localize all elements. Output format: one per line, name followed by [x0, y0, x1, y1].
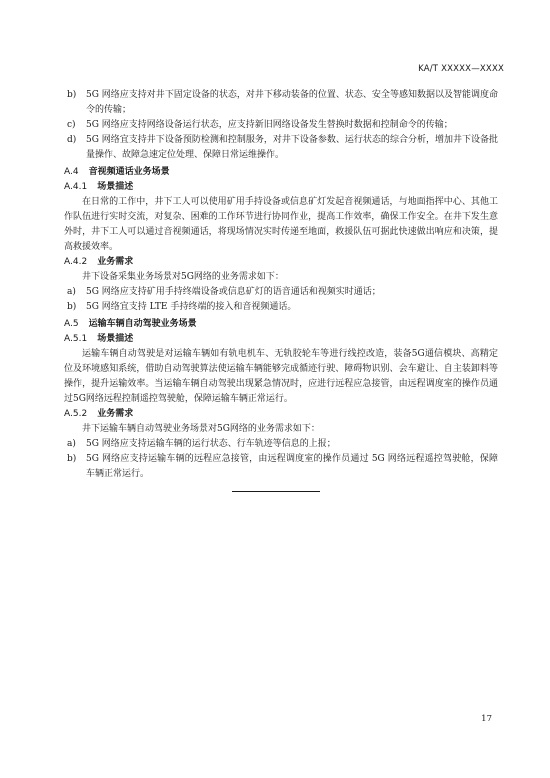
section-title: 场景描述 [97, 182, 134, 192]
list-marker: b) [67, 302, 77, 312]
subsection-heading-a52 [64, 407, 498, 422]
list-text: 5G 网络应支持矿用手持终端设备或信息矿灯的语音通话和视频实时通话； [86, 287, 381, 297]
list-marker: b) [67, 454, 77, 464]
list-item [64, 437, 498, 452]
section-number: A.5.1 [64, 334, 88, 344]
section-number: A.4.2 [64, 257, 88, 267]
list-marker: b) [67, 90, 77, 100]
section-number: A.4 [64, 167, 79, 177]
section-number: A.5.2 [64, 409, 88, 419]
list-text: 5G 网络应支持运输车辆的远程应急接管，由远程调度室的操作员通过 5G 网络远程遥控驾驶舱，保障车辆正常运行。 [86, 454, 498, 479]
list-item [64, 118, 498, 133]
paragraph: 井下设备采集业务场景对5G网络的业务需求如下： [82, 272, 284, 282]
section-number: A.4.1 [64, 182, 88, 192]
list-marker: d) [67, 135, 77, 145]
section-title: 音视频通话业务场景 [88, 167, 170, 177]
list-marker: a) [67, 287, 76, 297]
paragraph: 在日常的工作中，井下工人可以使用矿用手持设备或信息矿灯发起音视频通话，与地面指挥中心、其他工作队伍进行实时交流，对复杂、困难的工作环节进行协同作业，提高工作效率，确保工作安全。在井下发生意外时，井下工人可以通过音视频通话，将现场情况实时传递至地面，救援队伍可据此快速做出响应和决策，提高救援效率。 [64, 197, 498, 252]
list-text: 5G 网络应支持网络设备运行状态，应支持新旧网络设备发生替换时数据和控制命令的传输； [86, 120, 453, 130]
section-title: 业务需求 [97, 409, 134, 419]
list-text: 5G 网络宜支持 LTE 手持终端的接入和音视频通话。 [86, 302, 297, 312]
subsection-heading-a42 [64, 255, 498, 270]
section-number: A.5 [64, 319, 79, 329]
list-item [64, 133, 498, 163]
paragraph: 运输车辆自动驾驶是对运输车辆如有轨电机车、无轨胶轮车等进行线控改造，装备5G通信模块、高精定位及环境感知系统，借助自动驾驶算法使运输车辆能够完成循迹行驶、障碍物识别、会车避让、自主装卸料等操作，提升运输效率。当运输车辆自动驾驶出现紧急情况时，应进行远程应急接管，由远程调度室的操作员通过5G网络远程控制遥控驾驶舱，保障运输车辆正常运行。 [64, 349, 498, 404]
list-text: 5G 网络宜支持井下设备预防检测和控制服务，对井下设备参数、运行状态的综合分析，增加井下设备批量操作、故障急速定位处理、保障日常运维操作。 [86, 135, 498, 160]
end-of-document-rule [232, 491, 320, 492]
list-item [64, 285, 498, 300]
standard-code: KA/T XXXXX—XXXX [418, 64, 504, 74]
section-title: 业务需求 [97, 257, 134, 267]
list-item [64, 300, 498, 315]
list-item [64, 88, 498, 118]
page-number: 17 [481, 714, 492, 724]
list-marker: c) [67, 120, 76, 130]
section-title: 运输车辆自动驾驶业务场景 [88, 319, 197, 329]
section-heading-a4 [64, 165, 498, 180]
document-body [64, 88, 498, 482]
list-item [64, 452, 498, 482]
section-title: 场景描述 [97, 334, 134, 344]
subsection-heading-a51 [64, 332, 498, 347]
subsection-heading-a41 [64, 180, 498, 195]
paragraph: 井下运输车辆自动驾驶业务场景对5G网络的业务需求如下： [82, 424, 320, 434]
list-text: 5G 网络应支持对井下固定设备的状态，对井下移动装备的位置、状态、安全等感知数据以及智能调度命令的传输； [86, 90, 498, 115]
section-heading-a5 [64, 317, 498, 332]
list-text: 5G 网络应支持运输车辆的运行状态、行车轨迹等信息的上报； [86, 439, 336, 449]
list-marker: a) [67, 439, 76, 449]
